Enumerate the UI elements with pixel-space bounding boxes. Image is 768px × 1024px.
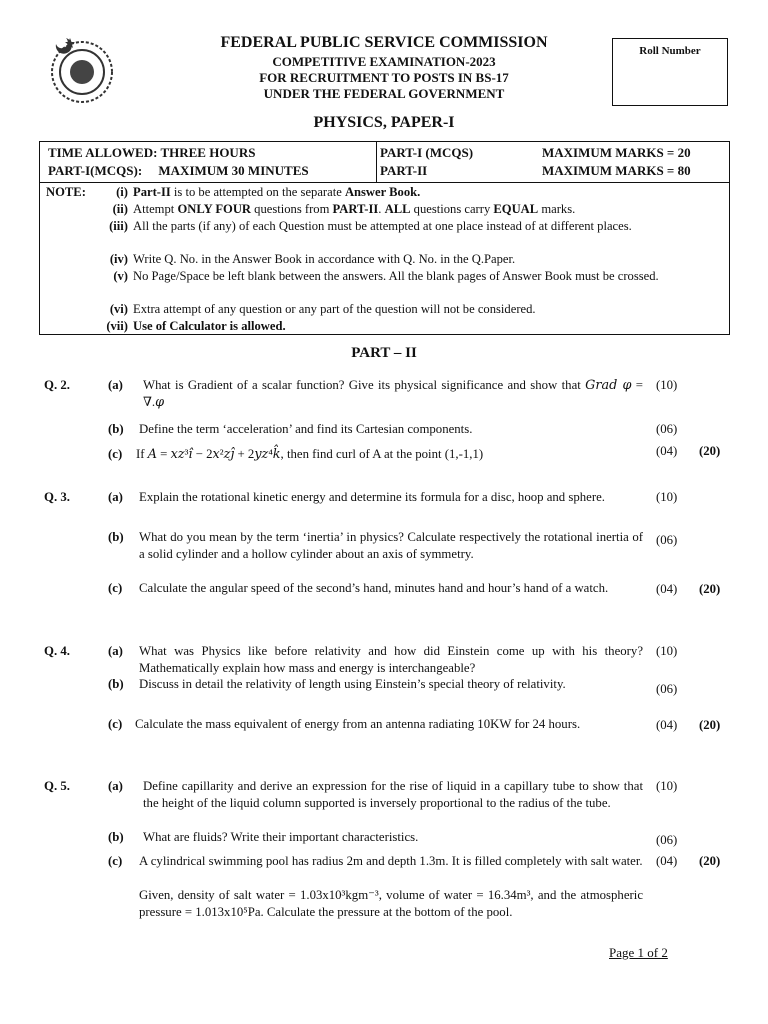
- part-marks: (04): [656, 718, 678, 732]
- notes-box: [39, 182, 730, 335]
- question-total: (20): [699, 444, 721, 458]
- note-num: (vii): [106, 319, 128, 333]
- question-number: Q. 3.: [44, 490, 70, 504]
- part-marks: (06): [656, 682, 678, 696]
- note-label: NOTE:: [46, 185, 86, 199]
- question-text: Define the term ‘acceleration’ and find its Cartesian components.: [139, 422, 473, 436]
- question-text: What are fluids? Write their important characteristics.: [143, 830, 419, 844]
- part-marks: (10): [656, 378, 678, 392]
- government-line: UNDER THE FEDERAL GOVERNMENT: [263, 86, 505, 101]
- question-text: If A = xz³î − 2x²zĵ + 2yz⁴k̂, then find curl of A at the point (1,-1,1): [136, 447, 484, 462]
- part1-time: PART-I(MCQS): MAXIMUM 30 MINUTES: [48, 163, 309, 178]
- part-label: (b): [108, 677, 124, 691]
- part-label: (a): [108, 779, 123, 793]
- roll-number-label: Roll Number: [639, 45, 701, 57]
- note-text: Part-II is to be attempted on the separate Answer Book.: [133, 185, 421, 199]
- question-number: Q. 2.: [44, 378, 70, 392]
- question-text: What is Gradient of a scalar function? Give its physical significance and show that Grad φ = ∇.φ: [143, 378, 643, 410]
- part-marks: (06): [656, 533, 678, 547]
- question-text: What was Physics like before relativity and how did Einstein come up with his theory? Mathematically explain how mass and energy is interchangeable?: [139, 644, 643, 675]
- question-text: Define capillarity and derive an expression for the rise of liquid in a capillary tube to show that the height of the liquid column supported is inversely proportional to the radius of the tube.: [143, 779, 643, 810]
- question-text: Discuss in detail the relativity of length using Einstein’s special theory of relativity.: [139, 677, 566, 691]
- note-text: All the parts (if any) of each Question must be attempted at one place instead of at different places.: [133, 219, 632, 233]
- exam-title: COMPETITIVE EXAMINATION-2023: [272, 54, 496, 69]
- part-label: (c): [108, 447, 123, 461]
- time-allowed: TIME ALLOWED: THREE HOURS: [48, 145, 256, 160]
- divider: [376, 142, 377, 182]
- part-label: (b): [108, 530, 124, 544]
- part-label: (a): [108, 490, 123, 504]
- part-label: (b): [108, 422, 124, 436]
- part-title: PART – II: [351, 345, 417, 361]
- part-label: (c): [108, 581, 123, 595]
- part-marks: (10): [656, 644, 678, 658]
- part1-label: PART-I (MCQS): [380, 145, 474, 160]
- question-number: Q. 5.: [44, 779, 70, 793]
- part-label: (a): [108, 378, 123, 392]
- question-text: Explain the rotational kinetic energy and determine its formula for a disc, hoop and sphere.: [139, 490, 605, 504]
- question-text: What do you mean by the term ‘inertia’ in physics? Calculate respectively the rotational inertia of a solid cylinder and a hollow cylinder about an axis of symmetry.: [139, 530, 643, 561]
- roll-number-box[interactable]: [612, 38, 728, 106]
- part-marks: (04): [656, 444, 678, 458]
- note-num: (ii): [112, 202, 128, 216]
- part-label: (c): [108, 717, 123, 731]
- part2-label: PART-II: [380, 163, 428, 178]
- note-num: (iv): [109, 252, 128, 266]
- question-number: Q. 4.: [44, 644, 70, 658]
- info-box: [39, 141, 730, 183]
- question-given: Given, density of salt water = 1.03x10³kgm⁻³, volume of water = 16.34m³, and the atmospheric pressure = 1.013x10⁵Pa. Calculate the pressure at the bottom of the pool.: [139, 888, 643, 919]
- page-number: Page 1 of 2: [609, 945, 668, 960]
- part-marks: (04): [656, 854, 678, 868]
- note-text: Attempt ONLY FOUR questions from PART-II. ALL questions carry EQUAL marks.: [133, 202, 576, 216]
- note-num: (iii): [109, 219, 128, 233]
- subject-title: PHYSICS, PAPER-I: [313, 114, 455, 131]
- question-total: (20): [699, 718, 721, 732]
- part1-marks: MAXIMUM MARKS = 20: [542, 145, 691, 160]
- question-text: Calculate the mass equivalent of energy from an antenna radiating 10KW for 24 hours.: [135, 717, 581, 731]
- part-label: (a): [108, 644, 123, 658]
- part-label: (b): [108, 830, 124, 844]
- part-marks: (10): [656, 490, 678, 504]
- part-marks: (06): [656, 422, 678, 436]
- part2-marks: MAXIMUM MARKS = 80: [542, 163, 691, 178]
- question-total: (20): [699, 854, 721, 868]
- note-text: Extra attempt of any question or any part of the question will not be considered.: [133, 302, 536, 316]
- note-num: (vi): [109, 302, 128, 316]
- part-marks: (04): [656, 582, 678, 596]
- note-text: Use of Calculator is allowed.: [133, 319, 286, 333]
- commission-title: FEDERAL PUBLIC SERVICE COMMISSION: [220, 34, 548, 51]
- recruitment-line: FOR RECRUITMENT TO POSTS IN BS-17: [259, 70, 509, 85]
- question-text: A cylindrical swimming pool has radius 2m and depth 1.3m. It is filled completely with salt water.: [139, 854, 643, 868]
- note-num: (i): [116, 185, 128, 199]
- note-text: Write Q. No. in the Answer Book in accordance with Q. No. in the Q.Paper.: [133, 252, 516, 266]
- part-label: (c): [108, 854, 123, 868]
- question-total: (20): [699, 582, 721, 596]
- part-marks: (06): [656, 833, 678, 847]
- question-text: Calculate the angular speed of the second’s hand, minutes hand and hour’s hand of a watch.: [139, 581, 609, 595]
- note-text: No Page/Space be left blank between the answers. All the blank pages of Answer Book must be crossed.: [133, 269, 659, 283]
- part-marks: (10): [656, 779, 678, 793]
- note-num: (v): [113, 269, 128, 283]
